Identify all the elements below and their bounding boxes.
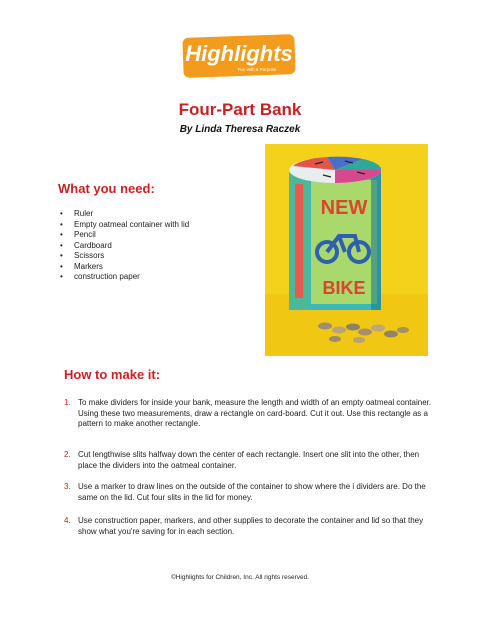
bank-illustration bbox=[265, 144, 428, 356]
logo-brand-text: Highlights bbox=[185, 41, 293, 66]
bank-photo bbox=[265, 144, 428, 356]
what-you-need-heading: What you need: bbox=[58, 181, 155, 196]
supplies-item: • Empty oatmeal container with lid bbox=[58, 220, 248, 231]
supplies-item: • Cardboard bbox=[58, 241, 248, 252]
supplies-item: • construction paper bbox=[58, 272, 248, 283]
supplies-item: • Pencil bbox=[58, 230, 248, 241]
highlights-logo-mark bbox=[181, 30, 299, 82]
step-number: 2. bbox=[64, 450, 71, 459]
copyright-footer: ©Highlights for Children, Inc. All rights reserved. bbox=[170, 574, 310, 581]
step-number: 4. bbox=[64, 516, 71, 525]
supplies-item: • Scissors bbox=[58, 251, 248, 262]
instruction-step bbox=[64, 450, 432, 471]
instruction-step bbox=[64, 398, 432, 430]
how-to-heading: How to make it: bbox=[64, 367, 161, 382]
logo-tagline-text: Fun with a Purpose bbox=[237, 67, 277, 72]
instruction-step bbox=[64, 482, 432, 503]
bank-label-bottom: BIKE bbox=[322, 278, 366, 298]
bank-label-top: NEW bbox=[320, 197, 368, 219]
page-title: Four-Part Bank bbox=[178, 100, 302, 119]
step-text: Use construction paper, markers, and other supplies to decorate the container and lid so that they show what you're saving for in each section. bbox=[78, 516, 424, 536]
step-text: Cut lengthwise slits halfway down the center of each rectangle. Insert one slit into the other, then place the dividers into the oatmeal container. bbox=[78, 450, 420, 470]
step-number: 1. bbox=[64, 398, 71, 407]
highlights-logo bbox=[181, 30, 299, 82]
instruction-step bbox=[64, 516, 432, 537]
step-number: 3. bbox=[64, 482, 71, 491]
step-text: To make dividers for inside your bank, measure the length and width of an empty oatmeal container. Using these two measurements, draw a rectangle on card-board. Cut it out. Use this rectangle as a pattern to make another rectangle. bbox=[78, 398, 432, 428]
supplies-item: • Ruler bbox=[58, 209, 248, 220]
supplies-list bbox=[58, 209, 248, 283]
step-text: Use a marker to draw lines on the outside of the container to show where the i dividers are. Do the same on the lid. Cut four slits in the lid for money. bbox=[78, 482, 426, 502]
supplies-item: • Markers bbox=[58, 262, 248, 273]
author-byline: By Linda Theresa Raczek bbox=[179, 124, 301, 135]
